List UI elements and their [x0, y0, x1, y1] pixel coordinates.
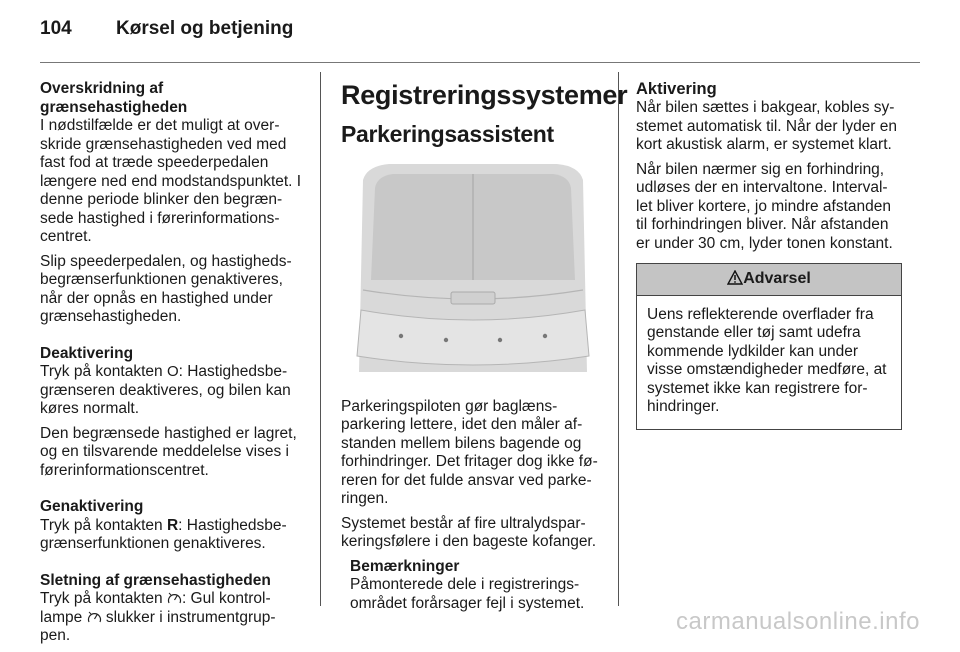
warning-text: Uens reflekterende overflader fra genstande eller tøj samt udefra kommende lydkilder kan under visse omstændigheder medføre, at systemet ikke kan registrere for-hindringer. [647, 305, 887, 415]
paragraph: Når bilen sættes i bakgear, kobles sy-stemet automatisk til. Når der lyder en kort akustisk alarm, er systemet klart. [636, 99, 898, 153]
button-o-icon: O [166, 363, 179, 380]
sub-heading: Parkeringsassistent [341, 121, 554, 147]
paragraph: I nødstilfælde er det muligt at over-skride grænsehastigheden ved med fast fod at træde speederpedalen længere ned end modstandspunktet. I denne periode blinker den begræn-sede hastighed i førerinformations-centret. [40, 117, 302, 245]
van-rear-bumper-illustration [341, 160, 605, 372]
section-heading-deactivation: Deaktivering [40, 344, 134, 362]
column-2 [341, 80, 628, 619]
speed-limiter-icon [167, 591, 182, 605]
page-title: Kørsel og betjening [116, 18, 294, 39]
column-divider-2 [618, 72, 619, 606]
column-3 [636, 80, 902, 430]
column-1 [40, 80, 304, 652]
section-heading-reactivation: Genaktivering [40, 498, 144, 515]
column-divider-1 [320, 72, 321, 606]
section-heading-activation: Aktivering [636, 80, 717, 98]
paragraph: Tryk på kontakten : Gul kontrol-lampe slukker i instrumentgrup-pen. [40, 590, 276, 644]
page-number: 104 [40, 18, 72, 39]
warning-title: Advarsel [743, 270, 811, 287]
main-heading: Registreringssystemer [341, 80, 628, 110]
paragraph: Systemet består af fire ultralydspar-keringsfølere i den bageste kofanger. [341, 514, 597, 550]
page-header [40, 18, 920, 54]
paragraph: Den begrænsede hastighed er lagret, og en tilsvarende meddelelse vises i førerinformationscentret. [40, 424, 297, 479]
paragraph: Når bilen nærmer sig en forhindring, udløses der en intervaltone. Interval-let bliver kortere, jo mindre afstanden til forhindringen bliver. Når afstanden er under 30 cm, lyder tonen konstant. [636, 160, 893, 252]
section-heading-override: Overskridning af grænsehastigheden [40, 80, 188, 116]
section-heading-clear-limit: Sletning af grænsehastigheden [40, 571, 271, 589]
header-rule [40, 62, 920, 63]
paragraph: Tryk på kontakten O: Hastighedsbe-grænseren deaktiveres, og bilen kan køres normalt. [40, 363, 291, 417]
paragraph: Tryk på kontakten R: Hastighedsbe-grænserfunktionen genaktiveres. [40, 516, 287, 552]
paragraph: Parkeringspiloten gør baglæns-parkering lettere, idet den måler af-standen mellem bilens bagende og forhindringer. Det fritager dog ikke fø-reren for det fulde ansvar ved parke-ringen. [341, 397, 598, 507]
note-heading: Bemærkninger [350, 557, 460, 575]
note-block [341, 558, 605, 614]
warning-box [636, 263, 902, 430]
warning-triangle-icon [727, 270, 743, 285]
paragraph: Slip speederpedalen, og hastigheds-begrænserfunktionen genaktiveres, når der opnås en hastighed under grænsehastigheden. [40, 252, 292, 325]
watermark: carmanualsonline.info [676, 608, 920, 635]
button-r-icon: R [166, 516, 179, 534]
speed-limiter-icon [87, 610, 102, 624]
note-text: Påmonterede dele i registrerings-området forårsager fejl i systemet. [350, 576, 585, 612]
warning-header [637, 264, 901, 296]
